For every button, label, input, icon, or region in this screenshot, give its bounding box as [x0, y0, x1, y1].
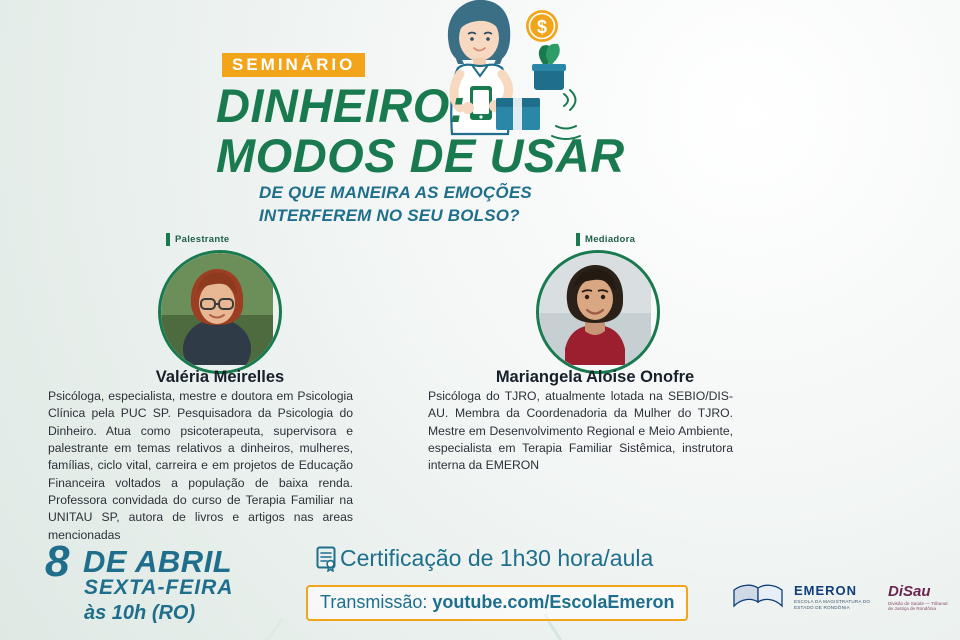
logo-emeron-name: EMERON: [794, 583, 858, 599]
logo-emeron-subtitle: ESCOLA DA MAGISTRATURA DO ESTADO DE RONDÔNIA: [794, 599, 871, 610]
speaker-bio-valeria: Psicóloga, especialista, mestre e doutora em Psicologia Clínica pela PUC SP. Pesquisadora da Psicologia do Dinheiro. Atua como psicoterapeuta, supervisora e palestrante em temas relativos a dinheiros, mulheres, famílias, ciclo vital, carreira e em projetos de Educação Financeira voltados a população de baixa renda. Professora convidada do curso de Terapia Familiar na UNITAU SP, autora de livros e artigos nas areas mencionadas: [48, 389, 353, 542]
event-month: DE ABRIL: [83, 544, 233, 579]
speaker-photo-mariangela: [536, 250, 660, 374]
logo-strip: [732, 578, 952, 617]
speaker-role-palestrante: Palestrante: [175, 234, 230, 245]
poster-subtitle-line-2: INTERFEREM NO SEU BOLSO?: [259, 206, 520, 226]
logo-disau-subtitle: Divisão de Saúde — Tribunal de Justiça de Rondônia: [888, 600, 948, 611]
poster-title-line-1: DINHEIRO:: [216, 79, 466, 132]
certificate-icon: [316, 546, 336, 577]
poster-subtitle-line-1: DE QUE MANEIRA AS EMOÇÕES: [259, 183, 532, 202]
poster-subtitle: [259, 181, 532, 228]
event-time: às 10h (RO): [84, 602, 196, 624]
speaker-name-valeria: Valéria Meirelles: [155, 368, 285, 386]
transmission-box[interactable]: [306, 585, 688, 621]
speaker-photo-valeria: [158, 250, 282, 374]
poster-title-line-2: MODOS DE USAR: [216, 129, 625, 182]
transmission-label: Transmissão:: [320, 592, 428, 612]
speaker-bio-mariangela: Psicóloga do TJRO, atualmente lotada na SEBIO/DIS-AU. Membra da Coordenadoria da Mulher do TJRO. Mestre em Desenvolvimento Regional e Meio Ambiente, especialista em Terapia Familiar Sistêmica, instrutora interna da EMERON: [428, 389, 733, 473]
seminar-badge: SEMINÁRIO: [222, 53, 365, 77]
svg-text:$: $: [536, 17, 548, 37]
transmission-url[interactable]: youtube.com/EscolaEmeron: [432, 592, 675, 612]
book-icon: [732, 578, 784, 617]
event-weekday: SEXTA-FEIRA: [84, 576, 234, 599]
logo-disau: [888, 584, 952, 612]
speaker-name-mariangela: Mariangela Aloise Onofre: [495, 368, 695, 386]
certification-text: Certificação de 1h30 hora/aula: [340, 545, 654, 571]
event-day: 8: [45, 537, 70, 586]
logo-disau-name: DiSau: [888, 582, 931, 600]
speaker-role-mediadora: Mediadora: [585, 234, 636, 245]
logo-emeron: [794, 584, 878, 610]
